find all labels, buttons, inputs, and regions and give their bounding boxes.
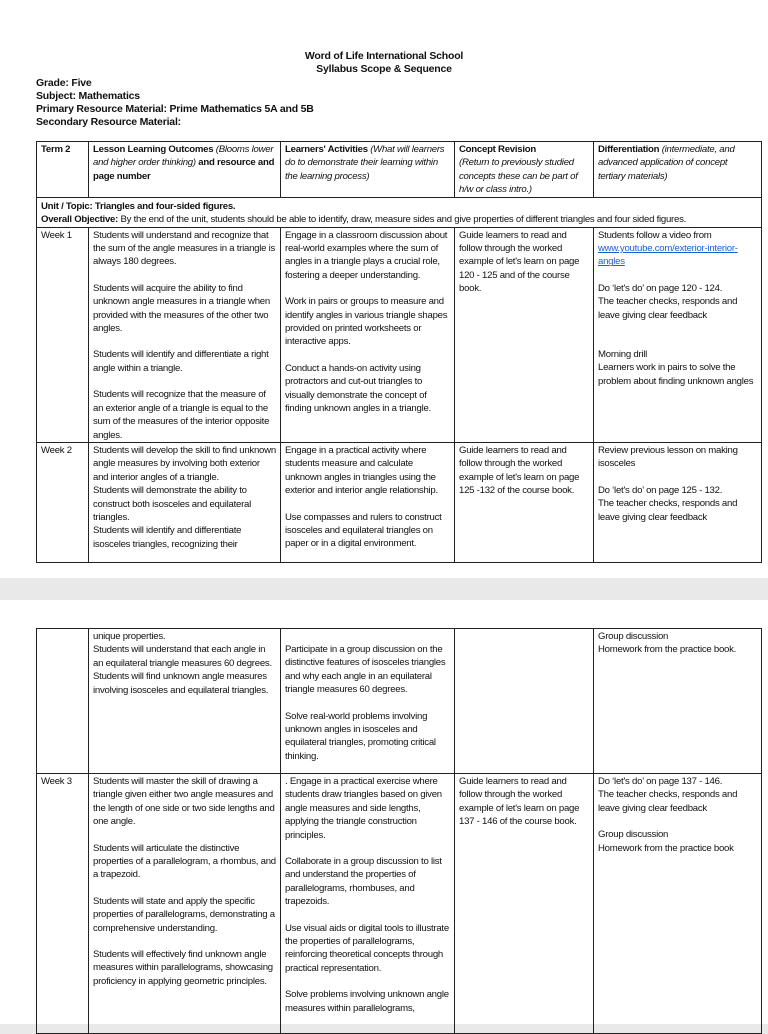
document-title	[0, 50, 768, 76]
secondary-resource-line: Secondary Resource Material:	[36, 116, 181, 128]
table-row	[37, 774, 762, 1034]
document-meta	[36, 77, 314, 129]
subject-line: Subject: Mathematics	[36, 90, 140, 102]
week-label: Week 1	[37, 227, 89, 442]
revision-cell	[455, 629, 594, 774]
week-label	[37, 629, 89, 774]
header-outcomes: Lesson Learning Outcomes (Blooms lower and higher order thinking) and resource and page number	[89, 142, 281, 198]
table-row	[37, 227, 762, 442]
activities-cell: Engage in a practical activity where students measure and calculate unknown angles in triangles using the exterior and interior angle relationship. Use compasses and rulers to construct isosceles and equilateral triangles on paper or in a digital environment.	[281, 442, 455, 562]
activities-cell: Participate in a group discussion on the distinctive features of isosceles triangles and why each angle in an equilateral triangle measures 60 degrees. Solve real-world problems involving unknown angles in isosceles and equilateral triangles, promoting critical thinking.	[281, 629, 455, 774]
header-differentiation: Differentiation (intermediate, and advanced application of concept tertiary materials)	[594, 142, 762, 198]
grade-line: Grade: Five	[36, 77, 92, 89]
activities-cell: . Engage in a practical exercise where students draw triangles based on given angle measures and side lengths, applying the triangle construction principles. Collaborate in a group discussion to list and understand the properties of parallelograms, rhombuses, and trapezoids. Use visual aids or digital tools to illustrate the properties of parallelograms, reinforcing theoretical concepts through practical representation. Solve problems involving unknown angle measures within parallelograms,	[281, 774, 455, 1034]
overall-objective: Overall Objective: By the end of the unit, students should be able to identify, draw, measure sides and give properties of different triangles and four sided figures.	[41, 214, 687, 226]
revision-cell: Guide learners to read and follow through the worked example of let's learn on page 120 - 125 and of the course book.	[455, 227, 594, 442]
school-name: Word of Life International School	[304, 50, 464, 62]
outcomes-cell: unique properties. Students will understand that each angle in an equilateral triangle measures 60 degrees. Students will find unknown angle measures involving isosceles and equilateral triangles.	[89, 629, 281, 774]
youtube-link[interactable]: www.youtube.com/exterior-interior-angles	[598, 243, 738, 268]
activities-cell: Engage in a classroom discussion about real-world examples where the sum of angles in a triangle plays a crucial role, fostering a deeper understanding. Work in pairs or groups to measure and identify angles in various triangle shapes provided on printed worksheets or interactive apps. Conduct a hands-on activity using protractors and cut-out triangles to visually demonstrate the concept of finding unknown angles in a triangle.	[281, 227, 455, 442]
outcomes-cell: Students will master the skill of drawing a triangle given either two angle measures and the length of one side or two side lengths and one angle. Students will articulate the distinctive properties of a parallelogram, a rhombus, and a trapezoid. Students will state and apply the specific properties of parallelograms, demonstrating a comprehensive understanding. Students will effectively find unknown angle measures within parallelograms, showcasing proficiency in applying geometric principles.	[89, 774, 281, 1034]
differentiation-cell: Group discussion Homework from the practice book.	[594, 629, 762, 774]
syllabus-table-continued	[36, 628, 762, 1034]
revision-cell: Guide learners to read and follow through the worked example of let's learn on page 125 -132 of the course book.	[455, 442, 594, 562]
table-header-row	[37, 142, 762, 198]
unit-topic: Unit / Topic: Triangles and four-sided figures.	[41, 200, 236, 212]
unit-cell	[37, 197, 762, 227]
header-activities: Learners' Activities (What will learners do to demonstrate their learning within the learning process)	[281, 142, 455, 198]
week-label: Week 2	[37, 442, 89, 562]
table-row	[37, 442, 762, 562]
header-term: Term 2	[37, 142, 89, 198]
differentiation-cell: Review previous lesson on making isosceles Do ‘let's do’ on page 125 - 132. The teacher checks, responds and leave giving clear feedback	[594, 442, 762, 562]
outcomes-cell: Students will develop the skill to find unknown angle measures by involving both exterior and interior angles of a triangle. Students will demonstrate the ability to construct both isosceles and equilateral triangles. Students will identify and differentiate isosceles triangles, recognizing their	[89, 442, 281, 562]
week-label: Week 3	[37, 774, 89, 1034]
differentiation-cell: Do ‘let's do’ on page 137 - 146. The teacher checks, responds and leave giving clear feedback Group discussion Homework from the practice book	[594, 774, 762, 1034]
differentiation-cell: Students follow a video from www.youtube.com/exterior-interior-angles Do ‘let's do’ on page 120 - 124. The teacher checks, responds and leave giving clear feedback Morning drill Learners work in pairs to solve the problem about finding unknown angles	[594, 227, 762, 442]
document-subtitle: Syllabus Scope & Sequence	[316, 63, 452, 75]
revision-cell: Guide learners to read and follow through the worked example of let's learn on page 137 - 146 of the course book.	[455, 774, 594, 1034]
table-row	[37, 629, 762, 774]
header-revision: Concept Revision (Return to previously studied concepts these can be part of h/w or class intro.)	[455, 142, 594, 198]
primary-resource-line: Primary Resource Material: Prime Mathematics 5A and 5B	[36, 103, 314, 115]
syllabus-table	[36, 141, 762, 563]
unit-row	[37, 197, 762, 227]
outcomes-cell: Students will understand and recognize that the sum of the angle measures in a triangle is always 180 degrees. Students will acquire the ability to find unknown angle measures in a triangle when provided with the measures of the other two angles. Students will identify and differentiate a right angle within a triangle. Students will recognize that the measure of an exterior angle of a triangle is equal to the sum of the measures of the interior opposite angles.	[89, 227, 281, 442]
